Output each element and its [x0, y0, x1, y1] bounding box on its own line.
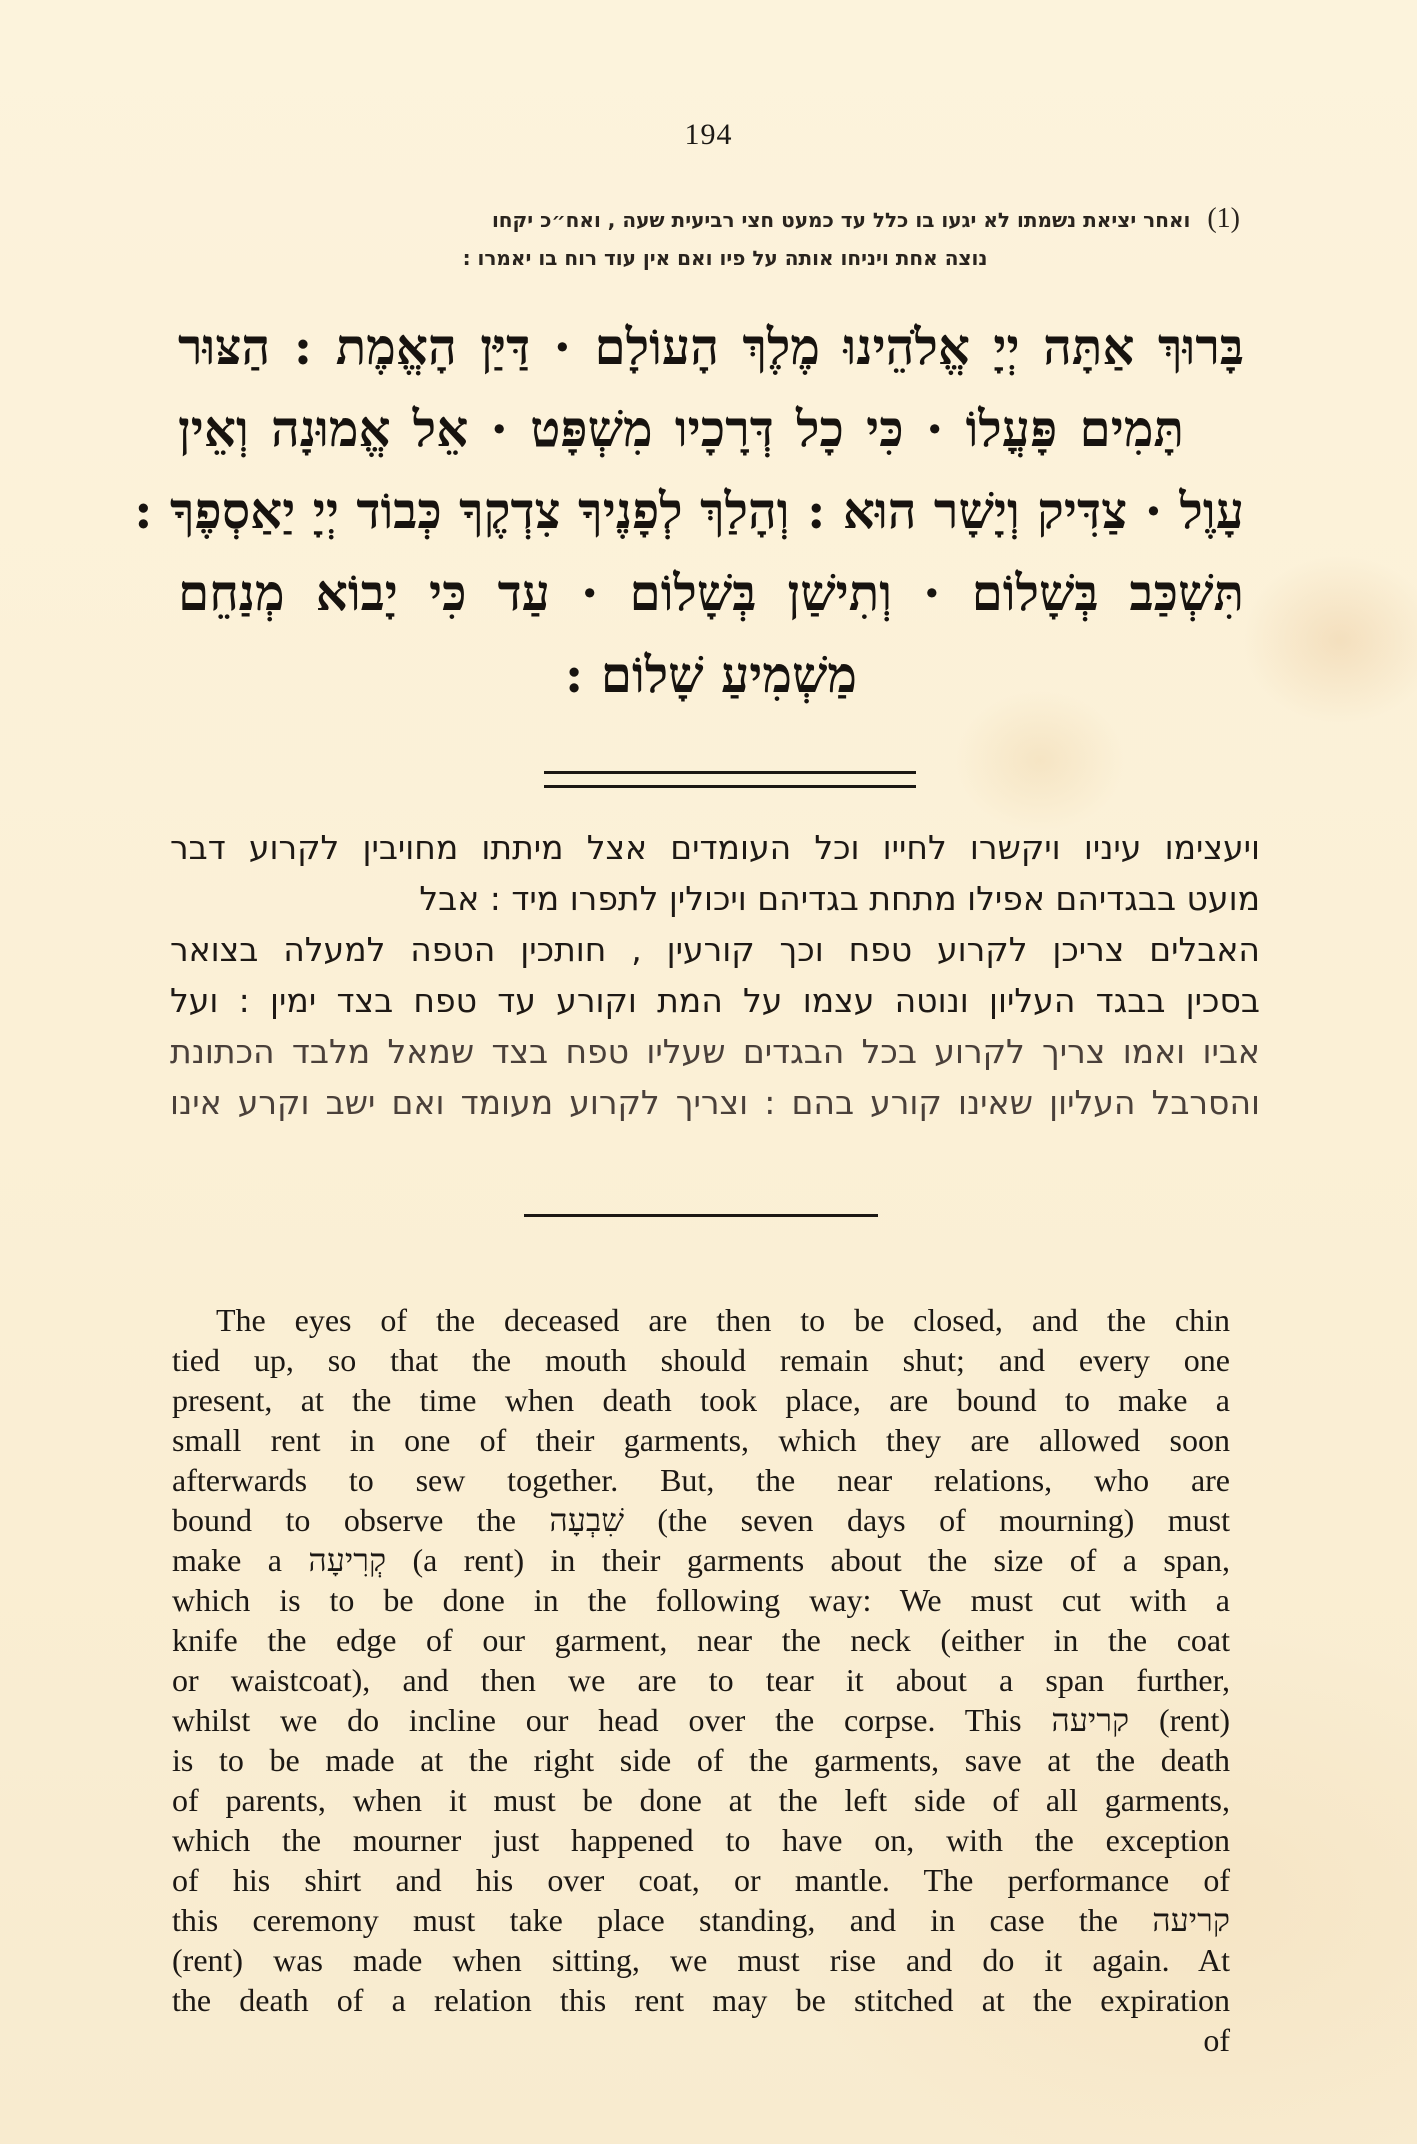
commentary-line: האבלים צריכן לקרוע טפח וכך קורעין , חותכין הטפה למעלה בצואר	[170, 930, 1260, 969]
paragraph-line: bound to observe the שִׁבְעָה (the seven days of mourning) must	[172, 1502, 1231, 1538]
commentary-line: והסרבל העליון שאינו קורע בהם : וצריך לקרוע מעומד ואם ישב וקרע אינו	[170, 1083, 1260, 1122]
footnote-marker: (1)	[1207, 203, 1240, 234]
catchword: of	[1203, 2022, 1230, 2058]
paragraph-line: (rent) was made when sitting, we must rise and do it again. At	[172, 1942, 1230, 1978]
paragraph-line: of parents, when it must be done at the left side of all garments,	[172, 1782, 1230, 1818]
paragraph-line: which is to be done in the following way: We must cut with a	[172, 1582, 1230, 1618]
paragraph-line: present, at the time when death took place, are bound to make a	[172, 1382, 1230, 1418]
hebrew-blessing	[134, 306, 1244, 716]
paragraph-line: of his shirt and his over coat, or mantle. The performance of	[172, 1862, 1230, 1898]
blessing-line: תִּשְׁכַּב בְּשָׁלוֹם · וְתִישַׁן בְּשָׁלוֹם · עַד כִּי יָבוֹא מְנַחֵם	[178, 563, 1244, 622]
hebrew-footnote	[180, 200, 1240, 277]
hebrew-commentary	[170, 822, 1260, 1128]
paragraph-line: whilst we do incline our head over the corpse. This קריעה (rent)	[172, 1702, 1231, 1738]
footnote-text: ואחר יציאת נשמתו לא יגעו בו כלל עד כמעט חצי רביעית שעה , ואח״כ יקחו	[491, 208, 1191, 232]
commentary-line: מועט בבגדיהם אפילו מתחת בגדיהם ויכולין לתפרו מיד : אבל	[419, 879, 1260, 918]
blessing-line: מַשְׁמִיעַ שָׁלוֹם :	[564, 645, 858, 704]
page-number: 194	[684, 118, 733, 151]
paragraph-line: knife the edge of our garment, near the neck (either in the coat	[172, 1622, 1230, 1658]
paragraph-line: small rent in one of their garments, which they are allowed soon	[172, 1422, 1230, 1458]
paragraph-line: make a קְרִיעָה (a rent) in their garments about the size of a span,	[172, 1542, 1231, 1578]
single-rule-divider	[524, 1214, 878, 1217]
paragraph-line: tied up, so that the mouth should remain shut; and every one	[172, 1342, 1230, 1378]
paragraph-line: the death of a relation this rent may be stitched at the expiration	[172, 1982, 1230, 2018]
paragraph-line: is to be made at the right side of the garments, save at the death	[172, 1742, 1230, 1778]
footnote-line: נוצה אחת ויניחו אותה על פיו ואם אין עוד רוח בו יאמרו :	[462, 246, 988, 270]
footnote-line	[180, 200, 1240, 239]
blessing-line: בָּרוּךְ אַתָּה יְיָ אֱלֹהֵינוּ מֶלֶךְ הָעוֹלָם · דַּיַּן הָאֱמֶת : הַצּוּר	[178, 317, 1244, 376]
paragraph-line: this ceremony must take place standing, and in case the קריעה	[172, 1902, 1230, 1938]
commentary-line: בסכין בבגד העליון ונוטה עצמו על המת וקורע עד טפח בצד ימין : ועל	[170, 981, 1260, 1020]
english-paragraph	[172, 1300, 1230, 2060]
paragraph-line: The eyes of the deceased are then to be closed, and the chin	[216, 1302, 1230, 1338]
paragraph-line: or waistcoat), and then we are to tear it about a span further,	[172, 1662, 1230, 1698]
blessing-line: תָּמִים פָּעֳלוֹ · כִּי כָל דְּרָכָיו מִשְׁפָּט · אֵל אֱמוּנָה וְאֵין	[178, 399, 1184, 458]
blessing-line: עָוֶל · צַדִּיק וְיָשָׁר הוּא : וְהָלַךְ לְפָנֶיךָ צִדְקֶךָ כְּבוֹד יְיָ יַאַסְפֶךָ :	[134, 481, 1244, 540]
paragraph-line: which the mourner just happened to have on, with the exception	[172, 1822, 1230, 1858]
double-rule-divider	[544, 771, 916, 788]
paragraph-line: afterwards to sew together. But, the near relations, who are	[172, 1462, 1230, 1498]
commentary-line: אביו ואמו צריך לקרוע בכל הבגדים שעליו טפח בצד שמאל מלבד הכתונת	[170, 1032, 1260, 1071]
commentary-line: ויעצימו עיניו ויקשרו לחייו וכל העומדים אצל מיתתו מחויבין לקרוע דבר	[170, 828, 1260, 867]
